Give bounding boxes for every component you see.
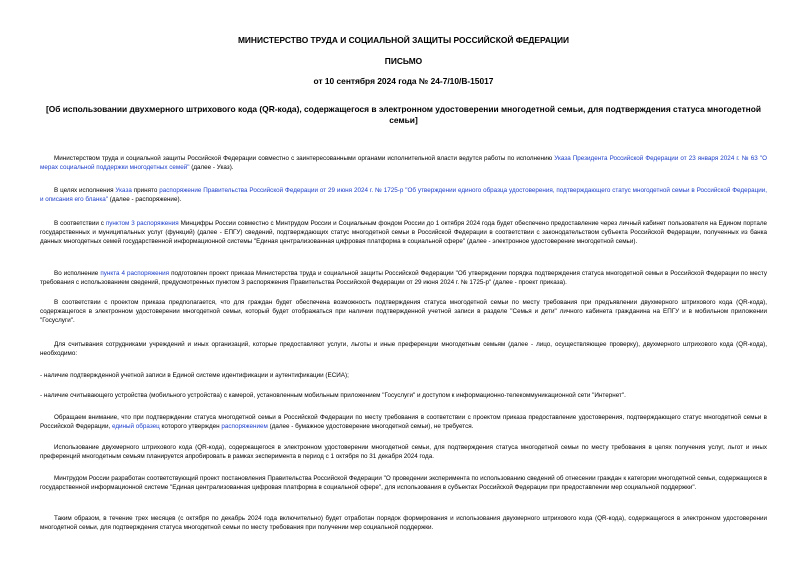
document-type: ПИСЬМО (384, 56, 423, 66)
paragraph-8: - наличие считывающего устройства (мобильного устройства) с камерой, установленным мобильным приложением "Госуслуги" и доступом к информационно-телекоммуникационной сети "Интернет". (40, 392, 626, 399)
link-order-point-3[interactable]: пунктом 3 распоряжения (105, 220, 179, 227)
paragraph-2-text-a: В целях исполнения (54, 187, 116, 194)
paragraph-6: Для считывания сотрудниками учреждений и иных организаций, которые предоставляют услуги, льготы и иные преференции многодетным семьям (далее - лицо, осуществляющее проверку), двухмерного штрихового кода (QR-кода), необходимо: (40, 341, 767, 358)
paragraph-12: Таким образом, в течение трех месяцев (с октября по декабрь 2024 года включительно) будет отработан порядок формирования и использования двухмерного штрихового кода (QR-кода), содержащегося в электронном удостоверении многодетной семьи, для подтверждения статуса многодетной семьи по месту требования при получении мер социальной поддержки. (40, 515, 767, 532)
paragraph-5: В соответствии с проектом приказа предполагается, что для граждан будет обеспечена возможность подтверждения статуса многодетной семьи по месту требования при предъявлении двухмерного штрихового кода (QR-кода), содержащегося в электронном удостоверении многодетной семьи, который будет отображаться при наличии подтвержденной учетной записи в разделе "Семья и дети" личного кабинета гражданина на ЕПГУ и в мобильном приложении "Госуслуги". (40, 299, 767, 325)
link-single-form[interactable]: единый образец (111, 423, 160, 431)
link-order-point-4[interactable]: пункта 4 распоряжения (100, 270, 170, 277)
ministry-name: МИНИСТЕРСТВО ТРУДА И СОЦИАЛЬНОЙ ЗАЩИТЫ РОССИЙСКОЙ ФЕДЕРАЦИИ (237, 35, 570, 45)
paragraph-3-text-a: В соответствии с (54, 220, 106, 227)
paragraph-1-text-a: Министерством труда и социальной защиты Российской Федерации совместно с заинтересованными органами исполнительной власти ведутся работы по исполнению (54, 155, 555, 162)
link-order-1725[interactable]: распоряжение Правительства Российской Федерации от 29 июня 2024 г. № 1725-р "Об утверждении единого образца удостоверения, подтверждающего статус многодетной семьи в Российской Федерации, и описания его бланка" (40, 187, 767, 204)
link-decree-63[interactable]: Указа Президента Российской Федерации от 23 января 2024 г. № 63 "О мерах социальной поддержки многодетных семей" (40, 155, 767, 172)
paragraph-3 (40, 219, 767, 246)
paragraph-2 (40, 186, 767, 204)
paragraph-4-text-b: подготовлен проект приказа Министерства труда и социальной защиты Российской Федерации "Об утверждении порядка подтверждения статуса многодетной семьи в Российской Федерации по месту требования с использованием сведений, предусмотренных пунктом 3 распоряжения Правительства Российской Федерации от 29 июня 2024 г. № 1725-р" (далее - проект приказа). (40, 270, 767, 287)
paragraph-4 (40, 269, 767, 287)
paragraph-9-text-a: Обращаем внимание, что при подтверждении статуса многодетной семьи в Российской Федерации по месту требования в соответствии с проектом приказа предоставление удостоверения, подтверждающего статус многодетной семьи в Российской Федерации, (40, 414, 767, 431)
paragraph-1-text-b: (далее - Указ). (189, 164, 234, 172)
document-date-number: от 10 сентября 2024 года № 24-7/10/В-15017 (313, 76, 494, 86)
paragraph-7: - наличие подтвержденной учетной записи в Единой системе идентификации и аутентификации (ЕСИА); (40, 372, 349, 379)
paragraph-3-text-b: Минцифры России совместно с Минтрудом России и Социальным фондом России до 1 октября 2024 года будет обеспечено предоставление через личный кабинет пользователя на Едином портале государственных и муниципальных услуг (функций) (далее - ЕПГУ) сведений, подтверждающих статус многодетной семьи в Российской Федерации в соответствии с законодательством субъекта Российской Федерации, полученных из банка данных многодетных семей государственной информационной системы "Единая централизованная цифровая платформа в социальной сфере" (далее - электронное удостоверение многодетной семьи). (40, 220, 768, 246)
paragraph-4-text-a: Во исполнение (54, 270, 101, 277)
paragraph-9-text-c: (далее - бумажное удостоверение многодетной семьи), не требуется. (267, 423, 474, 431)
link-decree[interactable]: Указа (115, 187, 132, 194)
paragraph-11: Минтрудом России разработан соответствующий проект постановления Правительства Российской Федерации "О проведении эксперимента по использованию сведений об отнесении граждан к категории многодетной семьи, содержащихся в государственной информационной системе "Единая централизованная цифровая платформа в социальной сфере", для использования в субъектах Российской Федерации при предоставлении мер социальной поддержки". (40, 475, 767, 492)
paragraph-10: Использование двухмерного штрихового кода (QR-кода), содержащегося в электронном удостоверении многодетной семьи, для подтверждения статуса многодетной семьи по месту требования в целях получения услуг, льгот и иных преференций многодетным семьям планируется апробировать в рамках эксперимента в период с 1 октября по 31 декабря 2024 года. (40, 444, 767, 461)
paragraph-2-text-c: (далее - распоряжение). (108, 196, 182, 204)
paragraph-9 (40, 413, 767, 431)
link-order[interactable]: распоряжением (221, 423, 268, 431)
document-title: [Об использовании двухмерного штрихового кода (QR-кода), содержащегося в электронном удостоверении многодетной семьи, для подтверждения статуса многодетной семьи] (45, 104, 762, 125)
paragraph-1 (40, 154, 767, 172)
paragraph-9-text-b: которого утвержден (159, 423, 222, 431)
paragraph-2-text-b: принято (131, 187, 160, 194)
